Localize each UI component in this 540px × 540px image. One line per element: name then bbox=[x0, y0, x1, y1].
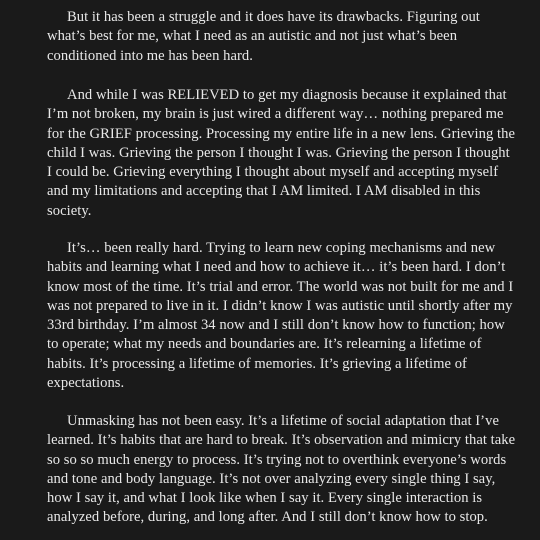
paragraph-line: for the GRIEF processing. Processing my entire life in a new lens. Grieving the bbox=[47, 125, 516, 142]
paragraph-line: habits and learning what I need and how to achieve it… it’s been hard. I don’t bbox=[47, 259, 506, 276]
paragraph-line: to operate; what my needs and boundaries are. It’s relearning a lifetime of bbox=[47, 336, 482, 353]
paragraph-4 bbox=[47, 412, 515, 528]
paragraph-line: But it has been a struggle and it does have its drawbacks. Figuring out bbox=[67, 9, 480, 25]
paragraph-line: habits. It’s processing a lifetime of memories. It’s grieving a lifetime of bbox=[47, 355, 467, 372]
paragraph-2 bbox=[47, 86, 515, 221]
paragraph-line: society. bbox=[47, 202, 92, 219]
paragraph-1 bbox=[47, 8, 480, 66]
paragraph-line: child I was. Grieving the person I thought I was. Grieving the person I thought bbox=[47, 144, 510, 161]
paragraph-line: was not prepared to live in it. I didn’t know I was autistic until shortly after my bbox=[47, 297, 513, 314]
paragraph-3 bbox=[47, 239, 513, 393]
paragraph-line: Unmasking has not been easy. It’s a lifetime of social adaptation that I’ve bbox=[67, 413, 499, 429]
paragraph-line: know most of the time. It’s trial and error. The world was not built for me and I bbox=[47, 278, 514, 295]
paragraph-line: how I say it, and what I look like when I say it. Every single interaction is bbox=[47, 490, 483, 507]
paragraph-line: so so so much energy to process. It’s trying not to overthink everyone’s words bbox=[47, 451, 507, 468]
paragraph-line: and tone and body language. It’s not over analyzing every single thing I say, bbox=[47, 470, 496, 487]
paragraph-line: analyzed before, during, and long after. And I still don’t know how to stop. bbox=[47, 509, 488, 526]
paragraph-line: 33rd birthday. I’m almost 34 now and I still don’t know how to function; how bbox=[47, 317, 505, 334]
paragraph-line: It’s… been really hard. Trying to learn new coping mechanisms and new bbox=[67, 240, 496, 256]
paragraph-line: expectations. bbox=[47, 375, 125, 392]
paragraph-line: learned. It’s habits that are hard to break. It’s observation and mimicry that take bbox=[47, 432, 516, 449]
paragraph-line: and my limitations and accepting that I AM limited. I AM disabled in this bbox=[47, 183, 481, 200]
paragraph-line: And while I was RELIEVED to get my diagnosis because it explained that bbox=[67, 87, 507, 103]
paragraph-line: conditioned into me has been hard. bbox=[47, 47, 253, 64]
paragraph-line: what’s best for me, what I need as an autistic and not just what’s been bbox=[47, 28, 458, 45]
paragraph-line: I’m not broken, my brain is just wired a different way… nothing prepared me bbox=[47, 106, 504, 123]
paragraph-line: I could be. Grieving everything I thought about myself and accepting myself bbox=[47, 164, 499, 181]
